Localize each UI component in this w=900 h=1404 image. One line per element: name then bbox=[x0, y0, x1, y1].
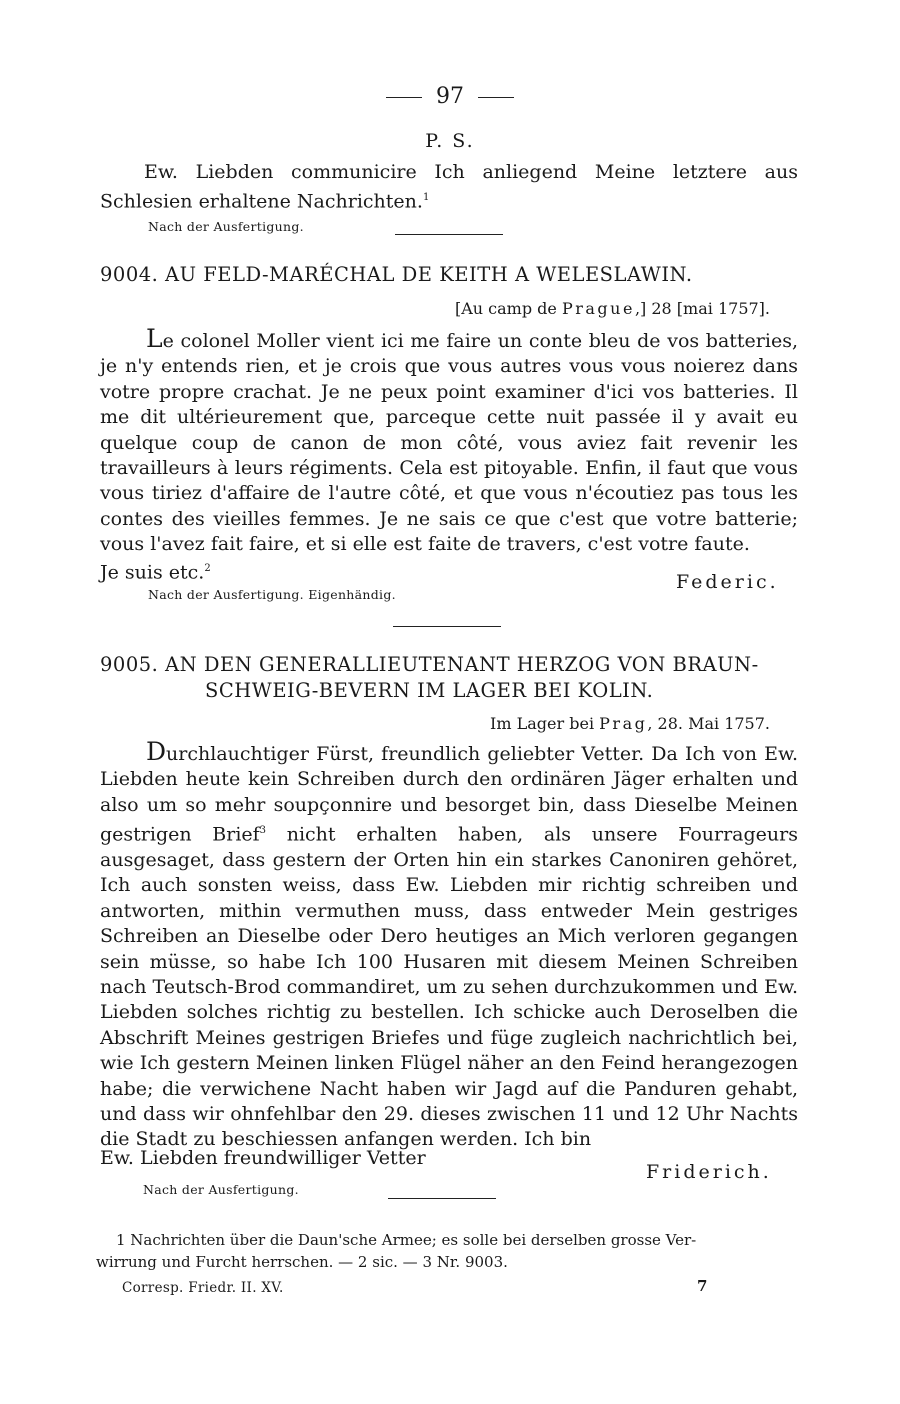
page-number-dash-right bbox=[478, 97, 514, 98]
footnote-line-2: wirrung und Furcht herrschen. — 2 sic. — 3 Nr. 9003. bbox=[96, 1253, 508, 1271]
letter-9004-closing: Je suis etc.$^2$ bbox=[100, 561, 211, 584]
ps-source-note: Nach der Ausfertigung. bbox=[148, 219, 304, 234]
letter-9004-source-note: Nach der Ausfertigung. Eigenhändig. bbox=[148, 587, 396, 602]
page-number: 97 bbox=[0, 84, 900, 109]
letter-9005-signature: Friderich. bbox=[646, 1161, 772, 1183]
footnote-line-1: 1 Nachrichten über die Daun'sche Armee; es solle bei derselben grosse Ver- bbox=[116, 1231, 697, 1249]
letter-9004-dateline: [Au camp de Prague,] 28 [mai 1757]. bbox=[454, 299, 770, 318]
ps-heading: P. S. bbox=[425, 130, 475, 152]
ps-paragraph: Ew. Liebden communicire Ich anliegend Meine letztere aus Schlesien erhaltene Nachrichten.$^1$ bbox=[100, 161, 798, 213]
letter-9004-heading: 9004. AU FELD-MARÉCHAL DE KEITH A WELESLAWIN. bbox=[100, 263, 693, 286]
section-divider bbox=[393, 626, 501, 627]
letter-9005-source-note: Nach der Ausfertigung. bbox=[143, 1182, 299, 1197]
footnote-ref-2: 2 bbox=[204, 563, 211, 574]
letter-9005-heading-line1: 9005. AN DEN GENERALLIEUTENANT HERZOG VON BRAUN- bbox=[100, 653, 759, 676]
section-divider bbox=[388, 1198, 496, 1199]
footer-sheet-signature: 7 bbox=[697, 1277, 708, 1295]
letter-9005-body: Durchlauchtiger Fürst, freundlich geliebter Vetter. Da Ich von Ew. Liebden heute kein Schreiben durch den ordinären Jäger erhalten und also um so mehr soupçonnire und besorget bin, dass Dieselbe Meinen gestrigen Brief$^3$ nicht erhalten haben, als unsere Fourrageurs ausgesaget, dass gestern der Orten hin ein starkes Canoniren gehöret, Ich auch sonsten weiss, dass Ew. Liebden mir richtig schreiben und antworten, mithin vermuthen muss, dass entweder Mein gestriges Schreiben an Dieselbe oder Dero heutiges an Mich verloren gegangen sein müsse, so habe Ich 100 Husaren mit diesem Meinen Schreiben nach Teutsch-Brod commandiret, um zu sehen durchzukommen und Ew. Liebden solches richtig zu bestellen. Ich schicke auch Deroselben die Abschrift Meines gestrigen Briefes und füge zugleich nachrichtlich bei, wie Ich gestern Meinen linken Flügel näher an den Feind herangezogen habe; die verwichene Nacht haben wir Jagd auf die Panduren gehabt, und dass wir ohnfehlbar den 29. dieses zwischen 11 und 12 Uhr Nachts die Stadt zu beschiessen anfangen werden. Ich bin bbox=[100, 737, 798, 1151]
page-number-dash-left bbox=[386, 97, 422, 98]
letter-9004-body: Le colonel Moller vient ici me faire un conte bleu de vos batteries, je n'y entends rien, et je crois que vous autres vous vous noierez dans votre propre crachat. Je ne peux point examiner d'ici vos batteries. Il me dit ultérieurement que, parceque cette nuit passée il y avait eu quelque coup de canon de mon côté, vous aviez fait revenir les travailleurs à leurs régiments. Cela est pitoyable. Enfin, il faut que vous vous tiriez d'affaire de l'autre côté, et que vous n'écoutiez pas tous les contes des vieilles femmes. Je ne sais ce que c'est que votre batterie; vous l'avez fait faire, et si elle est faite de travers, c'est votre faute. bbox=[100, 324, 798, 556]
footnote-ref-1: 1 bbox=[422, 192, 430, 204]
section-divider bbox=[395, 234, 503, 235]
footnote-ref-3: 3 bbox=[259, 825, 267, 837]
footer-volume-reference: Corresp. Friedr. II. XV. bbox=[122, 1280, 284, 1296]
letter-9005-closing: Ew. Liebden freundwilliger Vetter bbox=[100, 1147, 426, 1169]
letter-9005-heading-line2: SCHWEIG-BEVERN IM LAGER BEI KOLIN. bbox=[205, 679, 654, 702]
letter-9004-signature: Federic. bbox=[676, 571, 779, 593]
letter-9005-dateline: Im Lager bei Prag, 28. Mai 1757. bbox=[490, 714, 770, 733]
